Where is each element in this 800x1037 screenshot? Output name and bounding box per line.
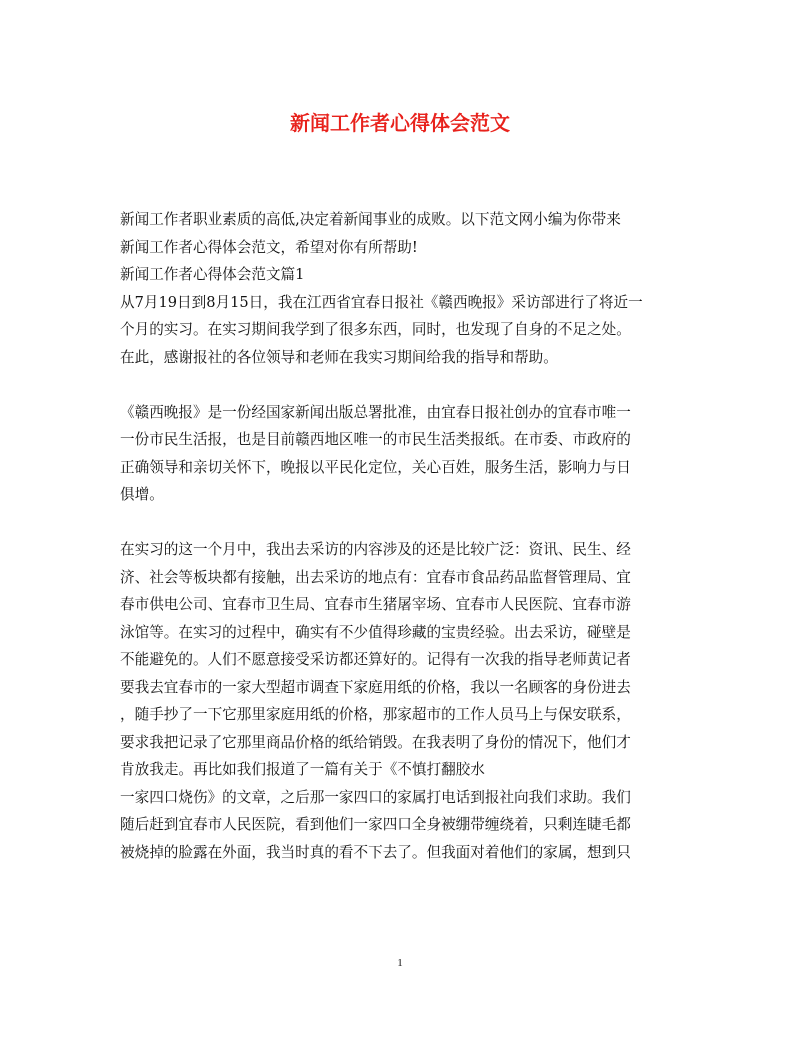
document-body <box>120 206 684 866</box>
document-title: 新闻工作者心得体会范文 <box>290 111 510 135</box>
text-line: 从7月19日到8月15日，我在江西省宜春日报社《赣西晚报》采访部进行了将近一 <box>120 293 643 311</box>
text-line: 新闻工作者心得体会范文，希望对你有所帮助! <box>120 238 418 256</box>
text-line: 随后赶到宜春市人民医院，看到他们一家四口全身被绷带缠绕着，只剩连睫毛都 <box>120 816 631 833</box>
text-line: 在实习的这一个月中，我出去采访的内容涉及的还是比较广泛：资讯、民生、经 <box>120 541 631 558</box>
text-line: 正确领导和亲切关怀下，晚报以平民化定位，关心百姓，服务生活，影响力与日 <box>120 458 631 476</box>
text-line: 《赣西晚报》是一份经国家新闻出版总署批准，由宜春日报社创办的宜春市唯一 <box>120 403 631 421</box>
text-line: 在此，感谢报社的各位领导和老师在我实习期间给我的指导和帮助。 <box>120 348 558 366</box>
text-line: 一家四口烧伤》的文章，之后那一家四口的家属打电话到报社向我们求助。我们 <box>120 788 631 806</box>
text-line: 春市供电公司、宜春市卫生局、宜春市生猪屠宰场、宜春市人民医院、宜春市游 <box>120 596 631 613</box>
text-line: 新闻工作者心得体会范文篇1 <box>120 266 305 283</box>
paragraph-gap <box>120 509 684 537</box>
text-line: 个月的实习。在实习期间我学到了很多东西，同时，也发现了自身的不足之处。 <box>120 321 631 338</box>
text-line: 要求我把记录了它那里商品价格的纸给销毁。在我表明了身份的情况下，他们才 <box>120 733 631 751</box>
text-line: 新闻工作者职业素质的高低,决定着新闻事业的成败。以下范文网小编为你带来 <box>120 211 621 228</box>
text-line: 俱增。 <box>120 486 164 503</box>
text-line: ，随手抄了一下它那里家庭用纸的价格，那家超市的工作人员马上与保安联系， <box>120 706 631 723</box>
paragraph-gap <box>120 371 684 399</box>
text-line: 要我去宜春市的一家大型超市调查下家庭用纸的价格，我以一名顾客的身份进去 <box>120 678 631 696</box>
page-number: 1 <box>397 957 403 969</box>
text-line: 肯放我走。再比如我们报道了一篇有关于《不慎打翻胶水 <box>120 761 485 778</box>
text-line: 不能避免的。人们不愿意接受采访都还算好的。记得有一次我的指导老师黄记者 <box>120 651 631 668</box>
text-line: 一份市民生活报，也是目前赣西地区唯一的市民生活类报纸。在市委、市政府的 <box>120 431 631 448</box>
text-line: 被烧掉的脸露在外面，我当时真的看不下去了。但我面对着他们的家属，想到只 <box>120 843 631 861</box>
text-line: 泳馆等。在实习的过程中，确实有不少值得珍藏的宝贵经验。出去采访，碰壁是 <box>120 623 631 641</box>
text-line: 济、社会等板块都有接触，出去采访的地点有：宜春市食品药品监督管理局、宜 <box>120 568 631 586</box>
